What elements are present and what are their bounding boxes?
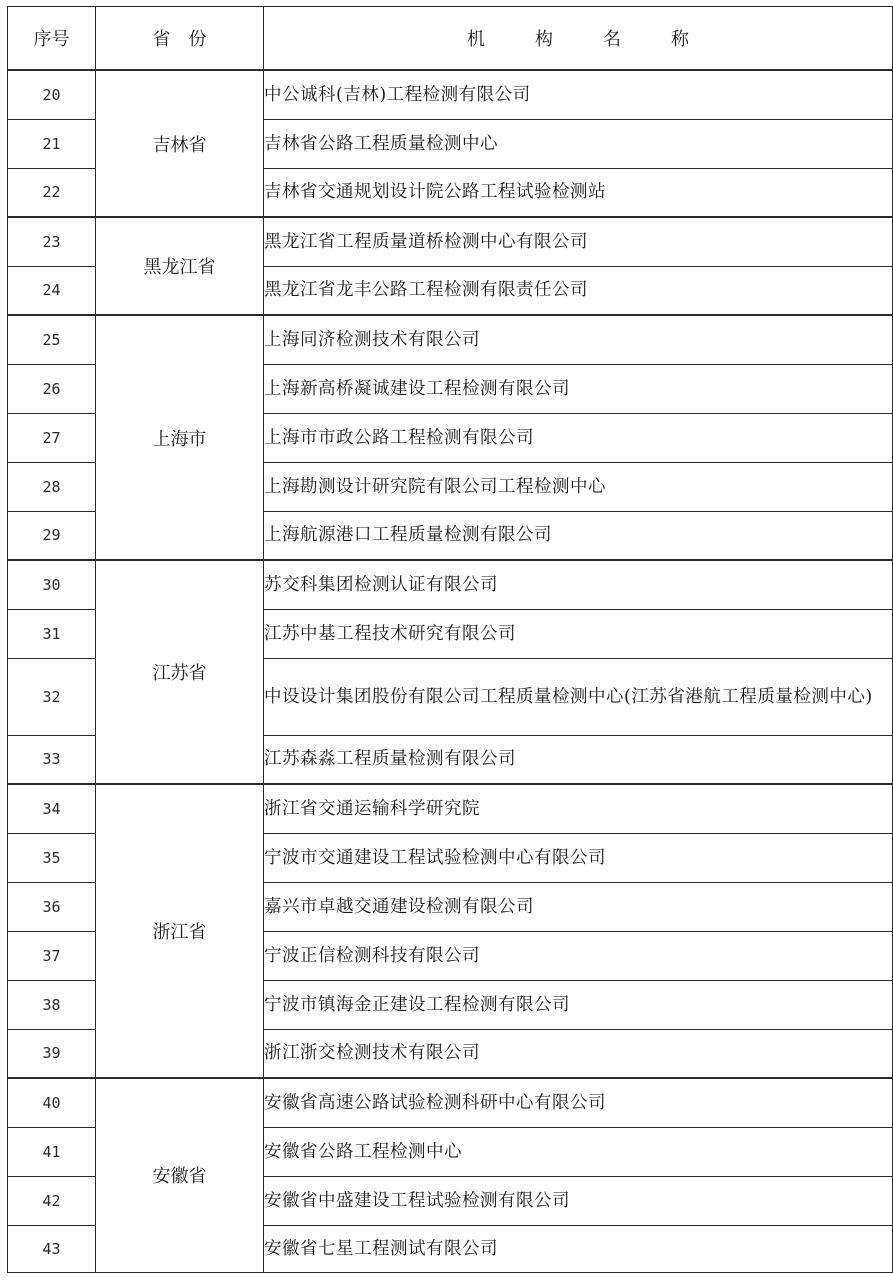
serial-number-cell: 36 xyxy=(8,882,96,931)
institution-name-cell: 上海勘测设计研究院有限公司工程检测中心 xyxy=(264,462,893,511)
serial-number-cell: 20 xyxy=(8,70,96,119)
province-cell: 安徽省 xyxy=(96,1078,264,1272)
institution-name-cell: 浙江省交通运输科学研究院 xyxy=(264,784,893,833)
header-province: 省份 xyxy=(96,7,264,71)
serial-number-cell: 25 xyxy=(8,315,96,364)
table-row xyxy=(8,217,893,266)
institution-name-cell: 苏交科集团检测认证有限公司 xyxy=(264,560,893,609)
province-group xyxy=(8,217,893,315)
table-row xyxy=(8,70,893,119)
serial-number-cell: 39 xyxy=(8,1029,96,1078)
table-row xyxy=(8,315,893,364)
header-serial-number: 序号 xyxy=(8,7,96,71)
province-group xyxy=(8,560,893,784)
serial-number-cell: 26 xyxy=(8,364,96,413)
province-cell: 江苏省 xyxy=(96,560,264,784)
serial-number-cell: 43 xyxy=(8,1225,96,1272)
institution-name-cell: 宁波市交通建设工程试验检测中心有限公司 xyxy=(264,833,893,882)
institution-name-cell: 上海市市政公路工程检测有限公司 xyxy=(264,413,893,462)
serial-number-cell: 35 xyxy=(8,833,96,882)
serial-number-cell: 23 xyxy=(8,217,96,266)
table-row xyxy=(8,560,893,609)
table-row xyxy=(8,784,893,833)
serial-number-cell: 37 xyxy=(8,931,96,980)
serial-number-cell: 33 xyxy=(8,735,96,784)
province-cell: 上海市 xyxy=(96,315,264,560)
serial-number-cell: 42 xyxy=(8,1176,96,1225)
table-header xyxy=(8,7,893,71)
serial-number-cell: 38 xyxy=(8,980,96,1029)
province-group xyxy=(8,1078,893,1272)
institution-name-cell: 黑龙江省工程质量道桥检测中心有限公司 xyxy=(264,217,893,266)
serial-number-cell: 31 xyxy=(8,609,96,658)
province-group xyxy=(8,784,893,1078)
institution-name-cell: 中公诚科(吉林)工程检测有限公司 xyxy=(264,70,893,119)
serial-number-cell: 41 xyxy=(8,1127,96,1176)
province-group xyxy=(8,70,893,217)
header-institution-name: 机构名称 xyxy=(264,7,893,71)
institution-name-cell: 上海航源港口工程质量检测有限公司 xyxy=(264,511,893,560)
institution-name-cell: 上海同济检测技术有限公司 xyxy=(264,315,893,364)
institution-name-cell: 安徽省高速公路试验检测科研中心有限公司 xyxy=(264,1078,893,1127)
province-cell: 黑龙江省 xyxy=(96,217,264,315)
institution-name-cell: 嘉兴市卓越交通建设检测有限公司 xyxy=(264,882,893,931)
institution-name-cell: 安徽省七星工程测试有限公司 xyxy=(264,1225,893,1272)
serial-number-cell: 22 xyxy=(8,168,96,217)
institution-name-cell: 上海新高桥凝诚建设工程检测有限公司 xyxy=(264,364,893,413)
institution-name-cell: 安徽省中盛建设工程试验检测有限公司 xyxy=(264,1176,893,1225)
institution-name-cell: 江苏森淼工程质量检测有限公司 xyxy=(264,735,893,784)
serial-number-cell: 28 xyxy=(8,462,96,511)
serial-number-cell: 29 xyxy=(8,511,96,560)
province-group xyxy=(8,315,893,560)
institution-name-cell: 吉林省交通规划设计院公路工程试验检测站 xyxy=(264,168,893,217)
institution-name-cell: 黑龙江省龙丰公路工程检测有限责任公司 xyxy=(264,266,893,315)
institution-name-cell: 宁波正信检测科技有限公司 xyxy=(264,931,893,980)
serial-number-cell: 27 xyxy=(8,413,96,462)
table-row xyxy=(8,1078,893,1127)
institution-name-cell: 中设设计集团股份有限公司工程质量检测中心(江苏省港航工程质量检测中心) xyxy=(264,658,893,735)
serial-number-cell: 32 xyxy=(8,658,96,735)
institution-name-cell: 江苏中基工程技术研究有限公司 xyxy=(264,609,893,658)
province-cell: 浙江省 xyxy=(96,784,264,1078)
serial-number-cell: 21 xyxy=(8,119,96,168)
institution-table xyxy=(7,6,893,1273)
serial-number-cell: 34 xyxy=(8,784,96,833)
serial-number-cell: 24 xyxy=(8,266,96,315)
institution-name-cell: 吉林省公路工程质量检测中心 xyxy=(264,119,893,168)
institution-name-cell: 宁波市镇海金正建设工程检测有限公司 xyxy=(264,980,893,1029)
institution-name-cell: 安徽省公路工程检测中心 xyxy=(264,1127,893,1176)
header-row xyxy=(8,7,893,71)
province-cell: 吉林省 xyxy=(96,70,264,217)
serial-number-cell: 40 xyxy=(8,1078,96,1127)
institution-name-cell: 浙江浙交检测技术有限公司 xyxy=(264,1029,893,1078)
serial-number-cell: 30 xyxy=(8,560,96,609)
